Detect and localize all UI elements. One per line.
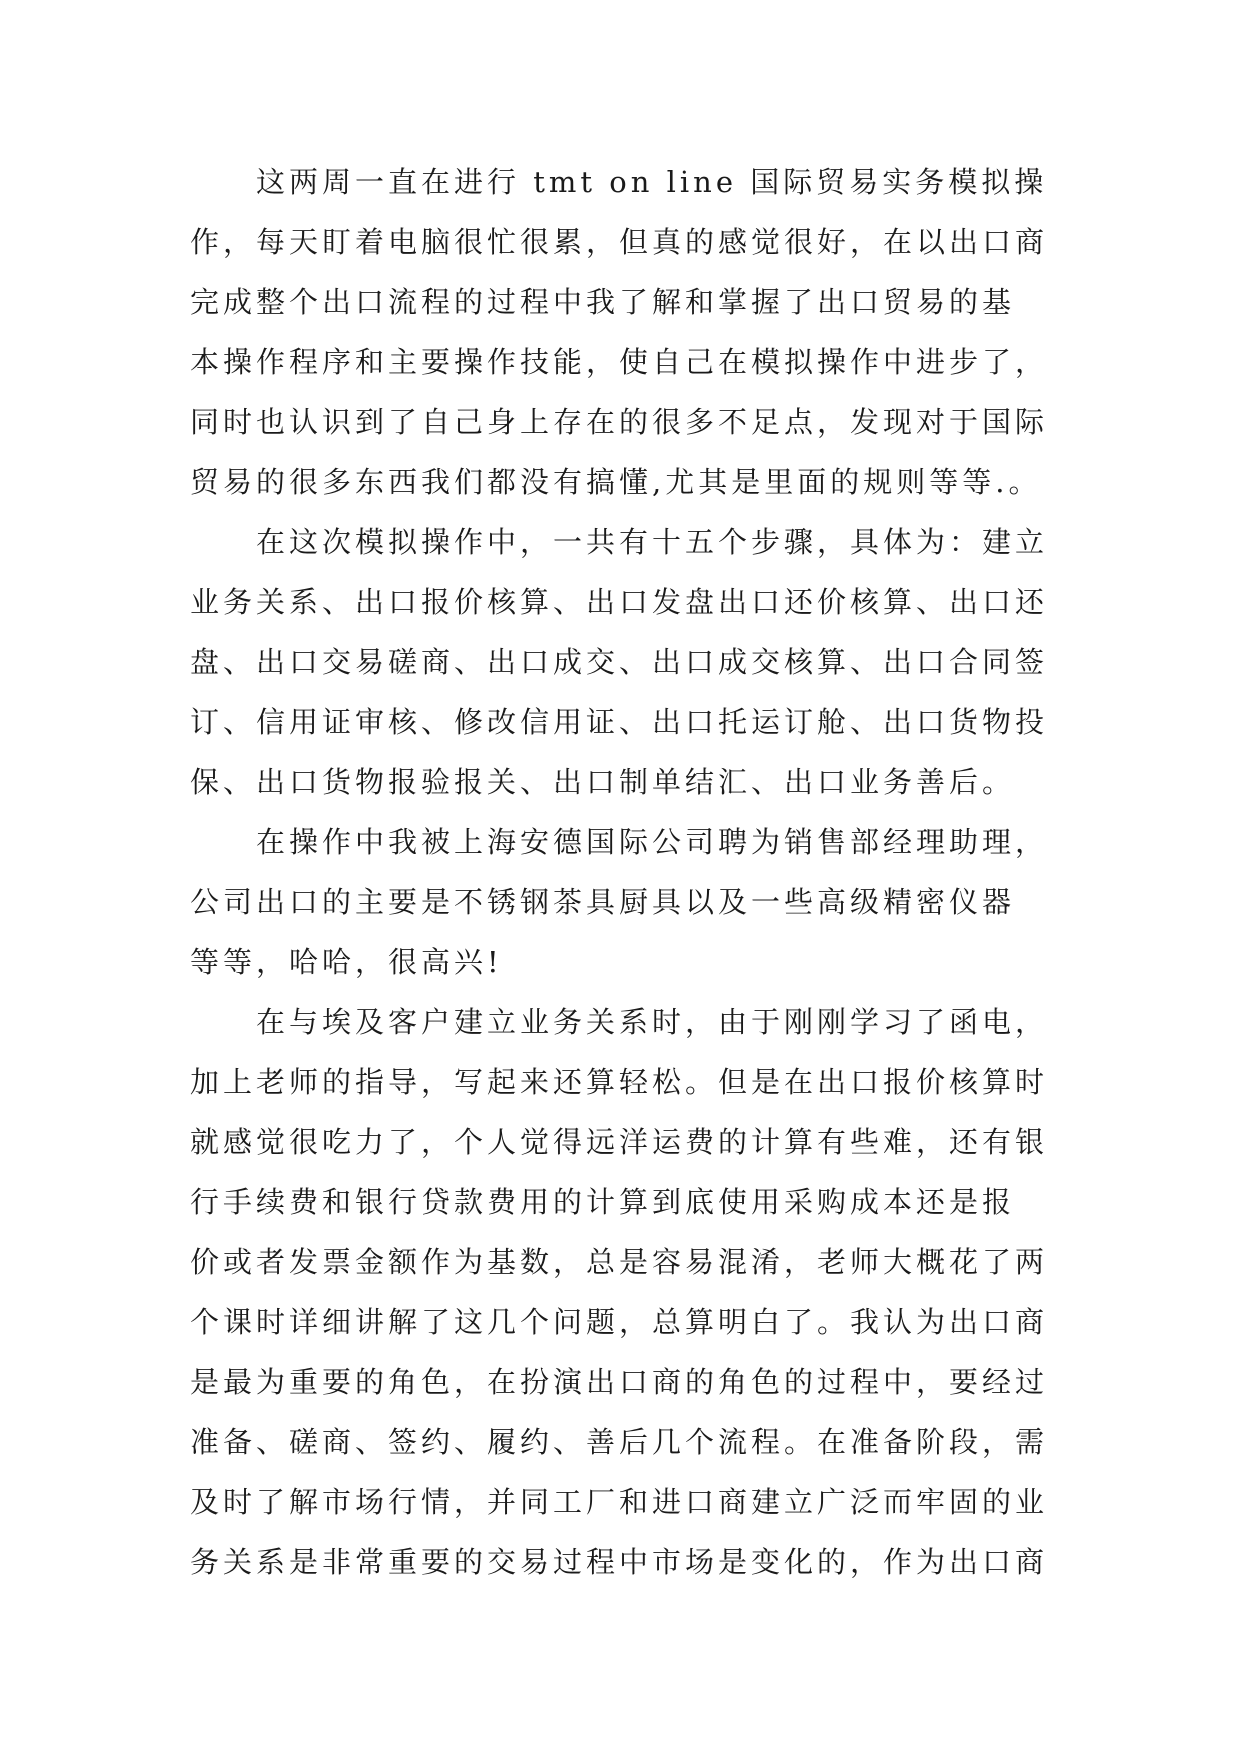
paragraph-4-line-9: 及时了解市场行情，并同工厂和进口商建立广泛而牢固的业 [190,1485,1049,1519]
paragraph-4-line-1: 在与埃及客户建立业务关系时，由于刚刚学习了函电， [256,1005,1049,1039]
paragraph-4-line-2: 加上老师的指导，写起来还算轻松。但是在出口报价核算时 [190,1065,1049,1099]
paragraph-1-line-3: 完成整个出口流程的过程中我了解和掌握了出口贸易的基 [190,285,1016,319]
paragraph-1-line-4: 本操作程序和主要操作技能，使自己在模拟操作中进步了， [190,345,1049,379]
paragraph-4-line-6: 个课时详细讲解了这几个问题，总算明白了。我认为出口商 [190,1305,1049,1339]
paragraph-4-line-4: 行手续费和银行贷款费用的计算到底使用采购成本还是报 [190,1185,1016,1219]
paragraph-2-line-3: 盘、出口交易磋商、出口成交、出口成交核算、出口合同签 [190,645,1049,679]
paragraph-1-line-2: 作，每天盯着电脑很忙很累，但真的感觉很好，在以出口商 [190,225,1049,259]
paragraph-1-line-5: 同时也认识到了自己身上存在的很多不足点，发现对于国际 [190,405,1049,439]
paragraph-4-line-3: 就感觉很吃力了，个人觉得远洋运费的计算有些难，还有银 [190,1125,1049,1159]
paragraph-1-line-6: 贸易的很多东西我们都没有搞懂,尤其是里面的规则等等.。 [190,465,1042,499]
paragraph-3-line-3: 等等，哈哈，很高兴! [190,945,503,979]
paragraph-2-line-1: 在这次模拟操作中，一共有十五个步骤，具体为：建立 [256,525,1049,559]
paragraph-4-line-10: 务关系是非常重要的交易过程中市场是变化的，作为出口商 [190,1545,1049,1579]
paragraph-2-line-5: 保、出口货物报验报关、出口制单结汇、出口业务善后。 [190,765,1016,799]
paragraph-4-line-8: 准备、磋商、签约、履约、善后几个流程。在准备阶段，需 [190,1425,1049,1459]
paragraph-1-line-1: 这两周一直在进行 tmt on line 国际贸易实务模拟操 [256,165,1048,199]
document-body [190,152,1048,1592]
paragraph-2-line-2: 业务关系、出口报价核算、出口发盘出口还价核算、出口还 [190,585,1049,619]
paragraph-2-line-4: 订、信用证审核、修改信用证、出口托运订舱、出口货物投 [190,705,1049,739]
paragraph-3-line-2: 公司出口的主要是不锈钢茶具厨具以及一些高级精密仪器 [190,885,1016,919]
paragraph-3-line-1: 在操作中我被上海安德国际公司聘为销售部经理助理， [256,825,1049,859]
paragraph-4-line-7: 是最为重要的角色，在扮演出口商的角色的过程中，要经过 [190,1365,1049,1399]
paragraph-4-line-5: 价或者发票金额作为基数，总是容易混淆，老师大概花了两 [190,1245,1049,1279]
